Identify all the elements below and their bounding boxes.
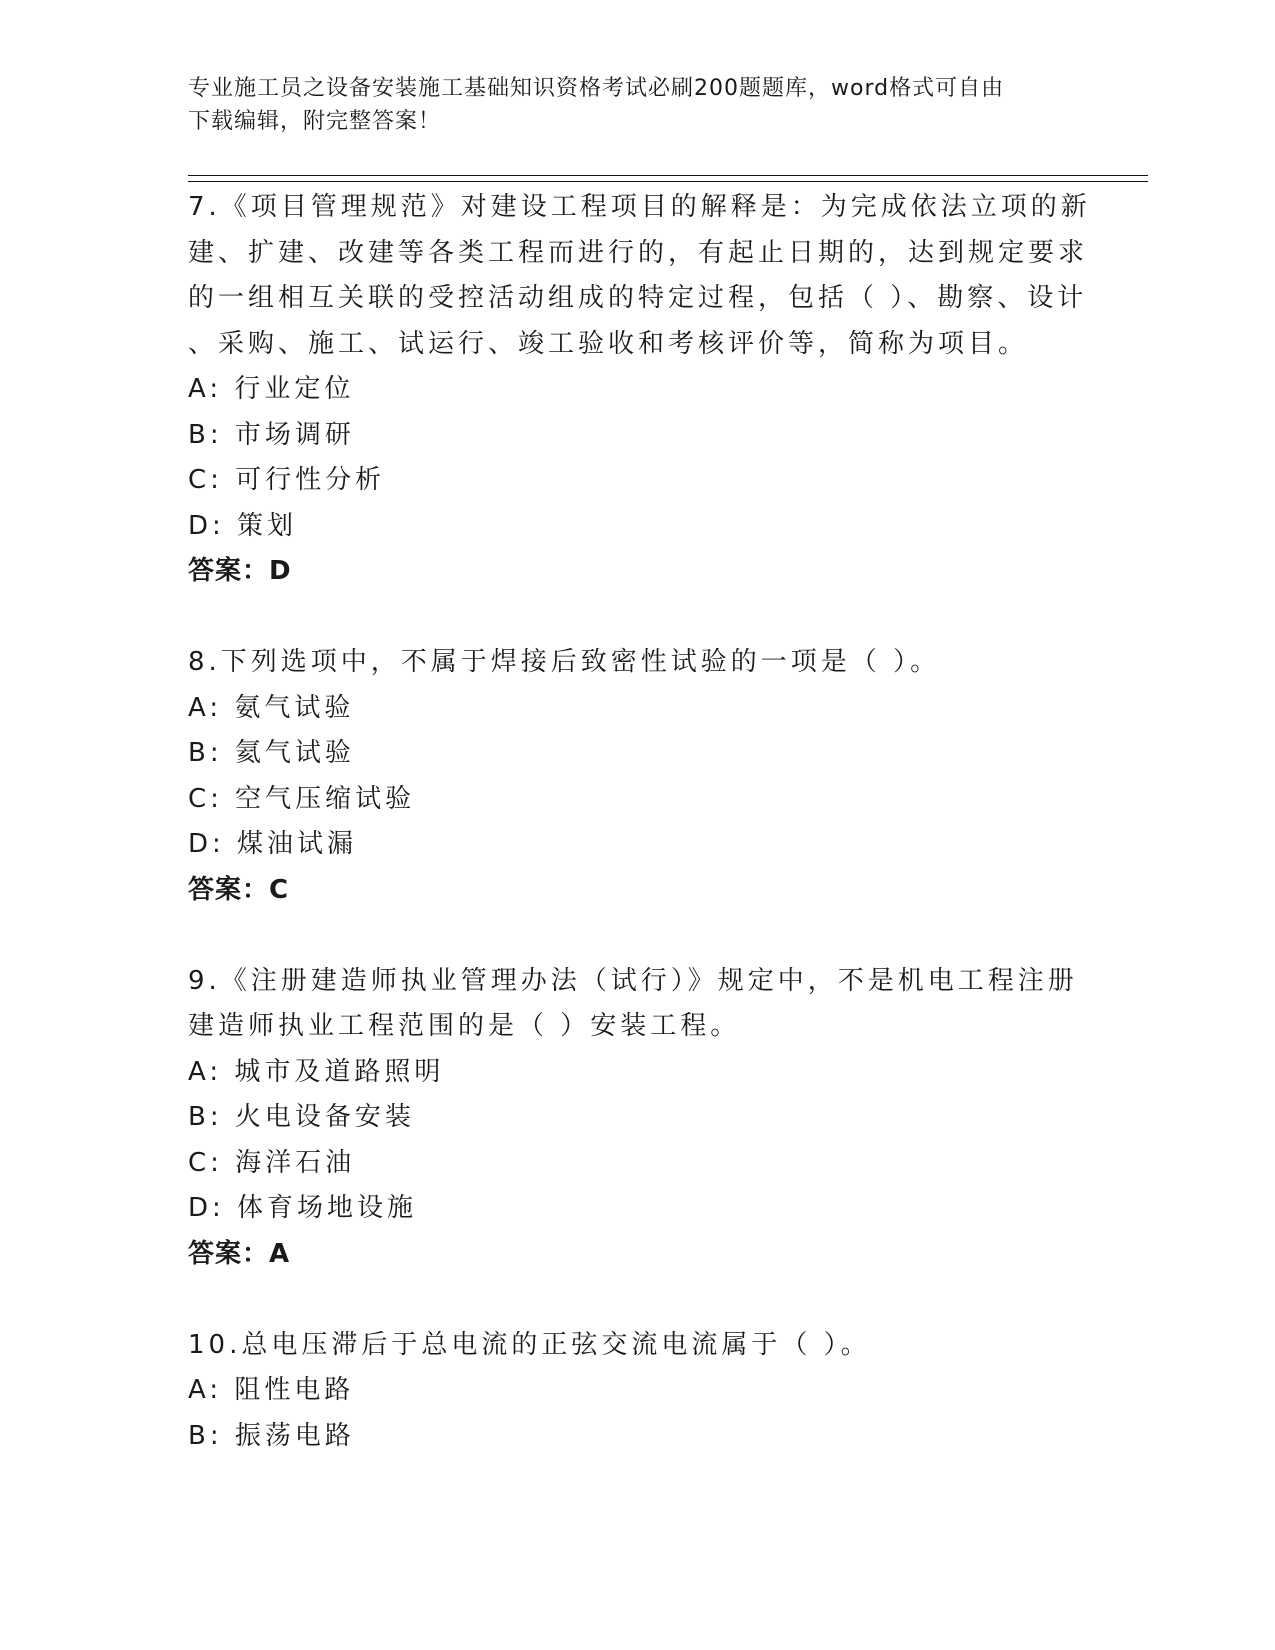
- option-d: D: 煤油试漏: [188, 829, 358, 859]
- question-stem-line: 7.《项目管理规范》对建设工程项目的解释是：为完成依法立项的新: [188, 192, 1091, 222]
- option-c: C: 可行性分析: [188, 465, 386, 495]
- question-7: [188, 185, 1091, 595]
- question-9: [188, 959, 1088, 1278]
- header-line: 下载编辑，附完整答案！: [188, 109, 442, 134]
- question-stem-line: 的一组相互关联的受控活动组成的特定过程，包括（ ）、勘察、设计: [188, 283, 1088, 313]
- answer-label: 答案：C: [188, 874, 290, 905]
- question-stem-line: 8.下列选项中，不属于焊接后致密性试验的一项是（ ）。: [188, 647, 941, 677]
- option-a: A: 行业定位: [188, 374, 355, 404]
- answer-label: 答案：D: [188, 556, 292, 586]
- spacer: [188, 913, 1088, 959]
- option-d: D: 策划: [188, 510, 298, 541]
- option-b: B: 氦气试验: [188, 738, 355, 768]
- document-header: [188, 72, 1088, 138]
- question-stem-line: 、采购、施工、试运行、竣工验收和考核评价等，简称为项目。: [188, 328, 1029, 359]
- question-stem-line: 9.《注册建造师执业管理办法（试行）》规定中，不是机电工程注册: [188, 965, 1078, 996]
- option-d: D: 体育场地设施: [188, 1193, 418, 1223]
- header-line: 专业施工员之设备安装施工基础知识资格考试必刷200题题库，word格式可自由: [188, 76, 1005, 101]
- header-divider-top: [188, 175, 1148, 176]
- option-a: A: 城市及道路照明: [188, 1056, 445, 1087]
- option-b: B: 振荡电路: [188, 1420, 355, 1451]
- option-a: A: 氨气试验: [188, 692, 355, 723]
- answer-label: 答案：A: [188, 1238, 291, 1269]
- option-a: A: 阻性电路: [188, 1375, 355, 1405]
- question-8: [188, 640, 1088, 913]
- header-divider-bottom: [188, 181, 1148, 182]
- option-c: C: 空气压缩试验: [188, 783, 416, 814]
- spacer: [188, 595, 1088, 641]
- question-stem-line: 10.总电压滞后于总电流的正弦交流电流属于（ ）。: [188, 1329, 871, 1360]
- option-c: C: 海洋石油: [188, 1147, 356, 1178]
- option-b: B: 市场调研: [188, 419, 355, 450]
- spacer: [188, 1277, 1088, 1323]
- question-list: [188, 185, 1091, 1459]
- option-b: B: 火电设备安装: [188, 1102, 415, 1132]
- question-stem-line: 建、扩建、改建等各类工程而进行的，有起止日期的，达到规定要求: [188, 237, 1089, 268]
- question-10: [188, 1323, 1088, 1460]
- question-stem-line: 建造师执业工程范围的是（ ）安装工程。: [188, 1011, 741, 1041]
